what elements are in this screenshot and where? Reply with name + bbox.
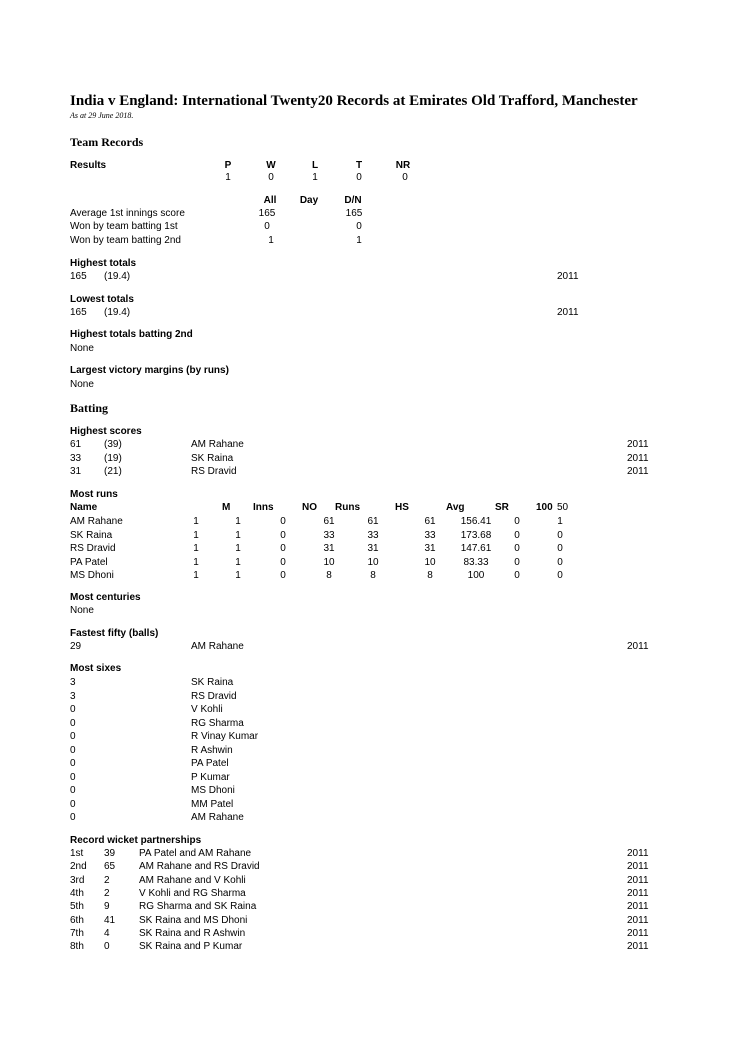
most-runs-inns: 1 — [235, 570, 241, 581]
most-runs-col-sr: SR — [495, 502, 509, 513]
most-runs-inns: 1 — [235, 529, 241, 541]
most-runs-runs: 10 — [323, 556, 335, 568]
partnership-year: 2011 — [627, 941, 649, 953]
partnerships-label: Record wicket partnerships — [70, 835, 202, 846]
most-runs-f: 1 — [557, 516, 563, 527]
results-col-nr: NR — [395, 160, 411, 171]
most-runs-col-m: M — [222, 502, 231, 513]
fastest-fifty-name: AM Rahane — [191, 641, 244, 652]
as-at-date: As at 29 June 2018. — [70, 111, 134, 120]
most-runs-m: 1 — [193, 556, 199, 568]
most-sixes-count: 3 — [70, 690, 76, 702]
most-sixes-name: AM Rahane — [191, 812, 244, 823]
fastest-fifty-label: Fastest fifty (balls) — [70, 628, 159, 639]
highest-score-name: RS Dravid — [191, 466, 237, 477]
results-col-l: L — [311, 160, 319, 171]
most-runs-col-hs: HS — [395, 502, 409, 513]
most-runs-label: Most runs — [70, 489, 118, 500]
most-sixes-name: V Kohli — [191, 704, 223, 715]
results-value-t: 0 — [356, 172, 362, 183]
most-centuries-value: None — [70, 605, 94, 616]
most-runs-hs: 31 — [367, 543, 379, 554]
most-runs-sr: 147.61 — [460, 543, 492, 554]
partnership-year: 2011 — [627, 874, 649, 886]
partnership-runs: 65 — [104, 861, 116, 873]
most-sixes-name: P Kumar — [191, 771, 230, 783]
innings-col-dn: D/N — [344, 195, 362, 206]
highest-totals-year: 2011 — [557, 271, 579, 282]
innings-row-dn: 1 — [356, 235, 362, 246]
most-runs-sr: 83.33 — [463, 556, 489, 568]
most-runs-runs: 61 — [323, 516, 335, 527]
highest-totals-overs: (19.4) — [104, 271, 131, 282]
results-value-l: 1 — [312, 172, 318, 183]
partnership-pair: AM Rahane and RS Dravid — [139, 861, 260, 873]
most-runs-avg: 10 — [424, 556, 436, 568]
innings-row-dn: 165 — [345, 208, 363, 219]
most-runs-inns: 1 — [235, 556, 241, 568]
partnership-wicket: 1st — [70, 848, 84, 859]
most-sixes-count: 0 — [70, 717, 76, 729]
most-sixes-count: 3 — [70, 677, 76, 688]
partnership-year: 2011 — [627, 887, 649, 899]
most-runs-col-no: NO — [302, 502, 317, 513]
innings-row-all: 165 — [258, 208, 276, 219]
most-runs-avg: 8 — [427, 570, 433, 581]
innings-col-day: Day — [299, 195, 319, 206]
most-runs-col-name: Name — [70, 502, 98, 513]
highest-scores-label: Highest scores — [70, 426, 142, 437]
most-runs-hs: 33 — [367, 529, 379, 541]
most-sixes-count: 0 — [70, 798, 76, 810]
highest-score-balls: (19) — [104, 453, 122, 464]
highest-totals-score: 165 — [70, 271, 87, 282]
most-runs-runs: 8 — [326, 570, 332, 581]
fastest-fifty-balls: 29 — [70, 641, 82, 652]
most-runs-col-50: 50 — [557, 502, 569, 513]
results-label: Results — [70, 160, 107, 171]
batting-heading: Batting — [70, 401, 109, 415]
most-sixes-name: R Ashwin — [191, 744, 233, 756]
most-runs-name: AM Rahane — [70, 516, 123, 527]
results-col-t: T — [355, 160, 363, 171]
most-runs-m: 1 — [193, 543, 199, 554]
highest-totals-label: Highest totals — [70, 258, 137, 269]
most-runs-h: 0 — [514, 516, 520, 527]
most-runs-col-runs: Runs — [335, 502, 360, 513]
most-runs-h: 0 — [514, 529, 520, 541]
most-runs-h: 0 — [514, 543, 520, 554]
most-sixes-count: 0 — [70, 744, 76, 756]
highest-score-year: 2011 — [627, 466, 649, 477]
partnership-pair: PA Patel and AM Rahane — [139, 848, 252, 859]
most-runs-m: 1 — [193, 516, 199, 527]
most-runs-col-avg: Avg — [446, 502, 465, 513]
most-sixes-name: PA Patel — [191, 758, 229, 769]
team-records-heading: Team Records — [70, 135, 144, 149]
partnership-pair: SK Raina and P Kumar — [139, 941, 243, 953]
partnership-runs: 39 — [104, 848, 116, 859]
most-runs-no: 0 — [280, 516, 286, 527]
most-sixes-count: 0 — [70, 771, 76, 783]
results-col-w: W — [266, 160, 276, 171]
most-runs-no: 0 — [280, 570, 286, 581]
partnership-runs: 9 — [104, 901, 110, 913]
most-runs-no: 0 — [280, 556, 286, 568]
partnership-pair: RG Sharma and SK Raina — [139, 901, 257, 913]
most-sixes-count: 0 — [70, 785, 76, 796]
most-runs-avg: 31 — [424, 543, 436, 554]
most-runs-sr: 156.41 — [460, 516, 492, 527]
most-runs-hs: 8 — [370, 570, 376, 581]
partnership-runs: 2 — [104, 874, 110, 886]
most-runs-name: PA Patel — [70, 556, 108, 568]
highest-score-runs: 31 — [70, 466, 82, 477]
partnership-runs: 2 — [104, 887, 110, 899]
results-value-p: 1 — [225, 172, 231, 183]
most-sixes-name: RG Sharma — [191, 717, 244, 729]
results-col-p: P — [224, 160, 232, 171]
most-centuries-label: Most centuries — [70, 592, 141, 603]
highest-score-year: 2011 — [627, 453, 649, 464]
victory-margins-value: None — [70, 379, 94, 390]
partnership-wicket: 8th — [70, 941, 84, 953]
most-runs-no: 0 — [280, 529, 286, 541]
most-runs-name: SK Raina — [70, 529, 113, 541]
most-runs-h: 0 — [514, 570, 520, 581]
highest-score-balls: (21) — [104, 466, 122, 477]
partnership-wicket: 4th — [70, 887, 84, 899]
victory-margins-label: Largest victory margins (by runs) — [70, 365, 229, 376]
lowest-totals-score: 165 — [70, 307, 87, 318]
highest-score-balls: (39) — [104, 439, 122, 450]
most-sixes-name: SK Raina — [191, 677, 234, 688]
partnership-pair: SK Raina and R Ashwin — [139, 927, 246, 939]
partnership-runs: 41 — [104, 914, 116, 926]
most-runs-no: 0 — [280, 543, 286, 554]
most-runs-col-inns: Inns — [253, 502, 274, 513]
partnership-pair: AM Rahane and V Kohli — [139, 874, 246, 886]
most-runs-runs: 33 — [323, 529, 335, 541]
most-runs-m: 1 — [193, 529, 199, 541]
partnership-wicket: 2nd — [70, 861, 87, 873]
most-runs-name: MS Dhoni — [70, 570, 114, 581]
innings-row-all: 0 — [264, 221, 270, 232]
partnership-year: 2011 — [627, 861, 649, 873]
partnership-runs: 4 — [104, 927, 110, 939]
partnership-wicket: 5th — [70, 901, 84, 913]
partnership-runs: 0 — [104, 941, 110, 953]
results-value-w: 0 — [268, 172, 274, 183]
innings-row-all: 1 — [268, 235, 274, 246]
lowest-totals-overs: (19.4) — [104, 307, 131, 318]
partnership-pair: V Kohli and RG Sharma — [139, 887, 246, 899]
most-runs-runs: 31 — [323, 543, 335, 554]
highest-totals-2nd-label: Highest totals batting 2nd — [70, 329, 193, 340]
partnership-pair: SK Raina and MS Dhoni — [139, 914, 248, 926]
innings-row-label: Won by team batting 2nd — [70, 235, 181, 246]
most-runs-h: 0 — [514, 556, 520, 568]
highest-score-year: 2011 — [627, 439, 649, 450]
most-runs-avg: 61 — [424, 516, 436, 527]
most-runs-hs: 10 — [367, 556, 379, 568]
partnership-wicket: 3rd — [70, 874, 85, 886]
innings-row-dn: 0 — [356, 221, 362, 232]
highest-score-name: SK Raina — [191, 453, 234, 464]
most-runs-name: RS Dravid — [70, 543, 116, 554]
most-sixes-count: 0 — [70, 731, 76, 742]
innings-row-label: Won by team batting 1st — [70, 221, 178, 232]
most-sixes-name: RS Dravid — [191, 690, 237, 702]
partnership-year: 2011 — [627, 914, 649, 926]
innings-row-label: Average 1st innings score — [70, 208, 185, 219]
most-sixes-name: R Vinay Kumar — [191, 731, 259, 742]
partnership-year: 2011 — [627, 927, 649, 939]
most-runs-f: 0 — [557, 556, 563, 568]
highest-totals-2nd-value: None — [70, 343, 94, 354]
most-runs-m: 1 — [193, 570, 199, 581]
most-runs-hs: 61 — [367, 516, 379, 527]
most-runs-inns: 1 — [235, 543, 241, 554]
partnership-year: 2011 — [627, 901, 649, 913]
partnership-wicket: 7th — [70, 927, 84, 939]
most-runs-f: 0 — [557, 543, 563, 554]
highest-score-runs: 61 — [70, 439, 82, 450]
highest-score-runs: 33 — [70, 453, 82, 464]
most-runs-avg: 33 — [424, 529, 436, 541]
results-value-nr: 0 — [402, 172, 408, 183]
most-runs-sr: 100 — [467, 570, 485, 581]
most-runs-col-100: 100 — [536, 502, 553, 513]
most-sixes-name: MM Patel — [191, 798, 234, 810]
most-sixes-count: 0 — [70, 812, 76, 823]
most-runs-f: 0 — [557, 529, 563, 541]
most-sixes-count: 0 — [70, 704, 76, 715]
innings-col-all: All — [263, 195, 277, 206]
page-title: India v England: International Twenty20 Records at Emirates Old Trafford, Manchester — [70, 93, 638, 109]
fastest-fifty-year: 2011 — [627, 641, 649, 652]
most-runs-f: 0 — [557, 570, 563, 581]
lowest-totals-year: 2011 — [557, 307, 579, 318]
most-sixes-label: Most sixes — [70, 663, 122, 674]
lowest-totals-label: Lowest totals — [70, 294, 134, 305]
most-sixes-name: MS Dhoni — [191, 785, 235, 796]
partnership-year: 2011 — [627, 848, 649, 859]
partnership-wicket: 6th — [70, 914, 84, 926]
most-runs-inns: 1 — [235, 516, 241, 527]
most-runs-sr: 173.68 — [460, 529, 492, 541]
highest-score-name: AM Rahane — [191, 439, 244, 450]
most-sixes-count: 0 — [70, 758, 76, 769]
